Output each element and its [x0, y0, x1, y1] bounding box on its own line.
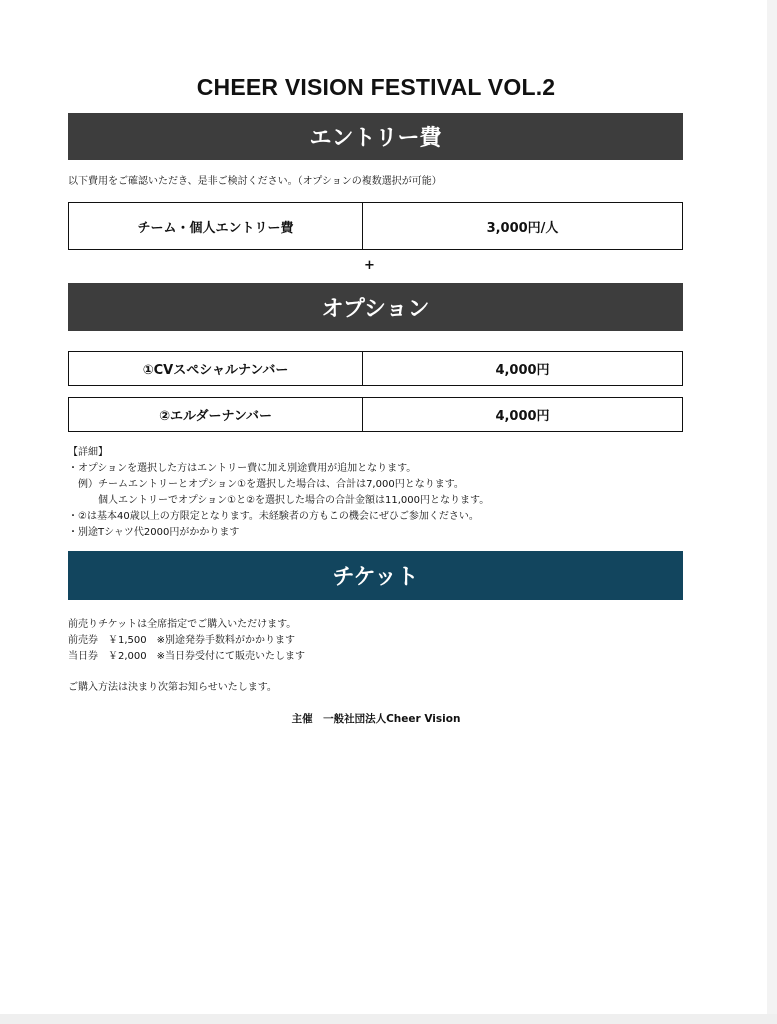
- details-line: ・別途Tシャツ代2000円がかかります: [68, 527, 240, 538]
- entry-fee-label: チーム・個人エントリー費: [69, 203, 363, 249]
- option-price: 4,000円: [495, 409, 550, 424]
- option-label: ①CVスペシャルナンバー: [69, 352, 363, 385]
- ticket-line: 当日券 ￥2,000 ※当日券受付にて販売いたします: [68, 651, 306, 662]
- ticket-line: 前売券 ￥1,500 ※別途発券手数料がかかります: [68, 635, 296, 646]
- details-line: ・オプションを選択した方はエントリー費に加え別途費用が追加となります。: [68, 463, 417, 474]
- option-price: 4,000円: [495, 363, 550, 378]
- details-heading: 【詳細】: [68, 447, 108, 458]
- option-label: ②エルダーナンバー: [69, 398, 363, 431]
- page-right-edge: [767, 0, 777, 1024]
- purchase-note: ご購入方法は決まり次第お知らせいたします。: [68, 682, 277, 693]
- page-bottom-edge: [0, 1014, 777, 1024]
- document-title: CHEER VISION FESTIVAL VOL.2: [196, 74, 556, 100]
- ticket-line: 前売りチケットは全席指定でご購入いただけます。: [68, 619, 297, 630]
- entry-note: 以下費用をご確認いただき、是非ご検討ください。（オプションの複数選択が可能）: [68, 176, 442, 187]
- organizer: 主催 一般社団法人Cheer Vision: [291, 713, 461, 725]
- entry-fee-header: エントリー費: [68, 113, 683, 160]
- details-line: ・②は基本40歳以上の方限定となります。未経験者の方もこの機会にぜひご参加ください。: [68, 511, 479, 522]
- ticket-header: チケット: [68, 551, 683, 600]
- details-line: 例）チームエントリーとオプション①を選択した場合は、合計は7,000円となります。: [68, 479, 464, 490]
- entry-fee-price: 3,000円/人: [486, 220, 559, 236]
- entry-fee-table: [68, 202, 683, 250]
- options-header: オプション: [68, 283, 683, 331]
- option-row: [68, 397, 683, 432]
- option-row: [68, 351, 683, 386]
- details-line: 個人エントリーでオプション①と②を選択した場合の合計金額は11,000円となります。: [68, 495, 490, 506]
- plus-sign: +: [364, 258, 375, 273]
